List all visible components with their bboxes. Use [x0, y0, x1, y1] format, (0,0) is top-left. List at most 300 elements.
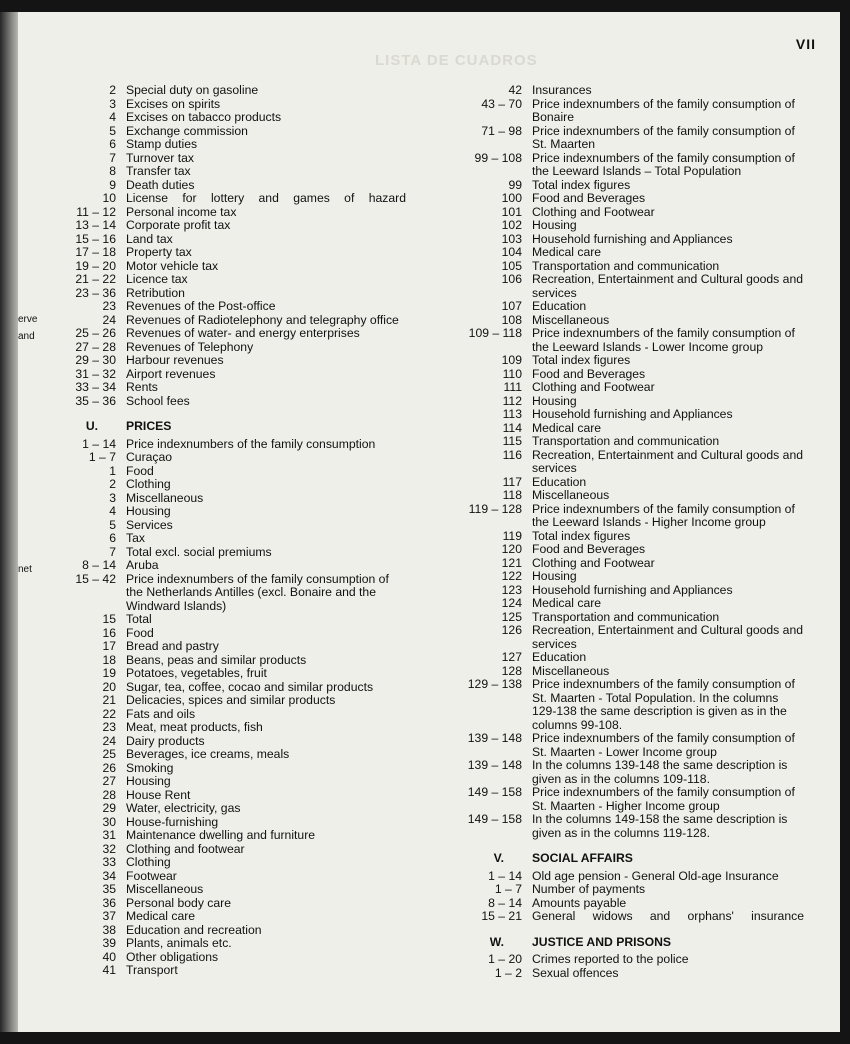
- entry-number: 17: [102, 639, 116, 653]
- entry-number: 114: [502, 420, 522, 435]
- entry-number: 111: [503, 380, 522, 394]
- entry-number: 106: [501, 272, 522, 286]
- entry-number: 108: [501, 312, 522, 327]
- entry-number: 1 – 2: [494, 965, 522, 980]
- entry-title: Personal income tax: [126, 204, 237, 219]
- table-entry: [501, 555, 804, 571]
- entry-title: Household furnishing and Appliances: [532, 407, 733, 421]
- entry-title: Miscellaneous: [532, 663, 610, 678]
- table-entry: [75, 366, 406, 382]
- table-entry: [501, 582, 804, 598]
- entry-number: 1: [109, 463, 116, 478]
- entry-number: 104: [501, 245, 522, 259]
- table-entry: [501, 312, 804, 328]
- table-entry: [501, 272, 804, 300]
- table-entry: [501, 623, 804, 651]
- table-entry: [102, 922, 406, 938]
- table-entry: [102, 801, 406, 816]
- entry-number: 112: [502, 393, 522, 408]
- entry-number: 3: [109, 490, 116, 505]
- table-entry: [502, 420, 804, 436]
- entry-number: 102: [501, 218, 522, 232]
- table-entry: [75, 258, 406, 274]
- entry-number: V.: [493, 851, 504, 865]
- table-entry: [102, 855, 406, 870]
- entry-number: 35 – 36: [75, 393, 116, 408]
- table-entry: [467, 785, 804, 813]
- entry-number: 103: [501, 231, 522, 246]
- table-entry: [102, 706, 406, 722]
- table-entry: [75, 326, 406, 341]
- entry-title: Number of payments: [532, 882, 646, 896]
- entry-number: 29: [102, 801, 116, 815]
- entry-number: 24: [102, 312, 116, 327]
- entry-title: Old age pension - General Old-age Insurance: [532, 868, 779, 883]
- entry-title: Price indexnumbers of the family consumption of St. Maarten - Lower Income group: [532, 731, 795, 759]
- table-entry: [102, 949, 406, 965]
- entry-number: 101: [501, 204, 522, 219]
- entry-number: 8 – 14: [82, 558, 116, 572]
- entry-title: PRICES: [126, 419, 172, 433]
- entry-number: 15 – 21: [481, 909, 522, 923]
- table-entry: [75, 353, 406, 368]
- entry-title: Turnover tax: [126, 150, 194, 165]
- entry-number: 29 – 30: [75, 353, 116, 367]
- entry-number: 33 – 34: [75, 380, 116, 394]
- table-entry: [109, 83, 406, 98]
- entry-title: Household furnishing and Appliances: [532, 231, 733, 246]
- table-entry: [494, 965, 804, 981]
- entry-number: 119: [502, 528, 522, 543]
- entry-title: Transport: [126, 963, 178, 977]
- entry-title: Potatoes, vegetables, fruit: [126, 666, 267, 680]
- entry-title: Other obligations: [126, 949, 219, 964]
- table-entry: [75, 218, 406, 233]
- entry-number: 5: [109, 517, 116, 532]
- entry-title: Tax: [126, 531, 145, 545]
- entry-title: Sugar, tea, coffee, cocao and similar products: [126, 679, 374, 694]
- entry-number: 110: [502, 366, 522, 381]
- table-entry: [102, 625, 406, 641]
- margin-fragment: and: [18, 331, 35, 342]
- entry-number: 1 – 7: [494, 882, 522, 896]
- table-entry: [75, 231, 406, 247]
- section-heading: [493, 851, 804, 866]
- entry-number: 34: [102, 868, 116, 883]
- table-entry: [508, 83, 804, 98]
- table-entry: [109, 164, 406, 179]
- table-entry: [501, 596, 804, 611]
- entry-number: 15: [102, 612, 116, 626]
- entry-title: Food and Beverages: [532, 366, 646, 381]
- entry-title: Price indexnumbers of the family consumption of St. Maarten: [532, 123, 795, 151]
- entry-title: Price indexnumbers of the family consumption of Bonaire: [532, 96, 795, 124]
- entry-number: 23: [102, 299, 116, 313]
- entry-number: 38: [102, 922, 116, 937]
- entry-number: 15 – 42: [75, 571, 116, 586]
- entry-number: 37: [102, 909, 116, 923]
- entry-number: 27 – 28: [75, 339, 116, 354]
- entry-title: Maintenance dwelling and furniture: [126, 828, 316, 842]
- table-entry: [468, 326, 804, 354]
- table-entry: [467, 677, 804, 732]
- table-entry: [502, 488, 804, 503]
- entry-title: Recreation, Entertainment and Cultural goods and services: [532, 623, 803, 651]
- entry-number: 109 – 118: [468, 326, 522, 340]
- entry-number: 8: [109, 164, 116, 178]
- entry-title: Plants, animals etc.: [126, 936, 232, 950]
- entry-title: Recreation, Entertainment and Cultural goods and services: [532, 272, 803, 300]
- table-entry: [488, 895, 804, 911]
- entry-title: Delicacies, spices and similar products: [126, 693, 336, 707]
- page-number: VII: [795, 36, 816, 52]
- entry-title: Housing: [532, 393, 577, 408]
- table-entry: [501, 258, 804, 274]
- entry-title: Medical care: [532, 420, 602, 435]
- table-entry: [501, 542, 804, 557]
- entry-number: W.: [489, 934, 504, 949]
- entry-number: 117: [502, 474, 522, 489]
- entry-title: In the columns 149-158 the same description is given as in the columns 119-128.: [532, 812, 788, 840]
- entry-title: Education: [532, 299, 587, 313]
- entry-number: 23 – 36: [75, 285, 116, 300]
- entry-number: 8 – 14: [488, 895, 522, 910]
- entry-number: 21 – 22: [75, 272, 116, 286]
- entry-number: 25 – 26: [75, 326, 116, 340]
- entry-title: Land tax: [126, 231, 173, 246]
- table-entry: [102, 612, 406, 627]
- entry-number: 7: [109, 150, 116, 165]
- entry-number: 43 – 70: [481, 96, 522, 111]
- table-entry: [502, 528, 804, 544]
- table-entry: [501, 299, 804, 314]
- table-entry: [474, 150, 804, 179]
- entry-number: 105: [501, 258, 522, 273]
- entry-number: 33: [102, 855, 116, 869]
- entry-title: License for lottery and games of hazard: [126, 191, 406, 205]
- entry-title: Price indexnumbers of the family consumption of St. Maarten - Total Population. In the columns 129-138 the same description is given as in the columns 99-108.: [532, 677, 795, 732]
- table-entry: [502, 434, 804, 449]
- entry-number: 9: [109, 177, 116, 192]
- table-entry: [502, 407, 804, 422]
- entry-title: Stamp duties: [126, 137, 198, 151]
- table-entry: [75, 571, 406, 614]
- entry-number: 23: [102, 720, 116, 734]
- entry-title: House Rent: [126, 787, 191, 802]
- table-entry: [501, 231, 804, 247]
- entry-number: 3: [109, 96, 116, 111]
- table-entry: [102, 868, 406, 884]
- entry-number: 124: [501, 596, 522, 610]
- entry-title: Total index figures: [532, 528, 631, 543]
- entry-number: 19 – 20: [75, 258, 116, 273]
- table-entry: [467, 758, 804, 786]
- entry-title: Miscellaneous: [532, 312, 610, 327]
- entry-number: 71 – 98: [481, 123, 522, 138]
- entry-title: Clothing and Footwear: [532, 555, 655, 570]
- entry-title: Licence tax: [126, 272, 188, 286]
- entry-title: Water, electricity, gas: [126, 801, 241, 815]
- bleed-through-heading: LISTA DE CUADROS: [375, 52, 538, 69]
- entry-title: Miscellaneous: [126, 882, 204, 896]
- entry-number: 22: [102, 706, 116, 721]
- entry-title: JUSTICE AND PRISONS: [532, 934, 672, 949]
- entry-title: Medical care: [532, 245, 602, 259]
- table-entry: [109, 463, 406, 479]
- entry-number: 115: [502, 434, 522, 448]
- table-entry: [102, 909, 406, 924]
- table-entry: [109, 490, 406, 506]
- table-entry: [109, 531, 406, 546]
- entry-number: 18: [102, 652, 116, 667]
- entry-number: 5: [109, 123, 116, 138]
- entry-title: Footwear: [126, 868, 177, 883]
- entry-number: 122: [501, 569, 522, 583]
- entry-title: Harbour revenues: [126, 353, 224, 367]
- entry-title: Transportation and communication: [532, 609, 720, 624]
- entry-title: Food and Beverages: [532, 191, 646, 205]
- table-entry: [501, 650, 804, 665]
- entry-title: Total index figures: [532, 353, 631, 367]
- entry-number: 40: [102, 949, 116, 964]
- entry-title: Household furnishing and Appliances: [532, 582, 733, 597]
- table-entry: [88, 450, 406, 465]
- entry-title: Motor vehicle tax: [126, 258, 219, 273]
- table-entry: [82, 558, 406, 573]
- entry-title: Crimes reported to the police: [532, 952, 689, 966]
- table-entry: [481, 123, 804, 152]
- entry-number: 13 – 14: [75, 218, 116, 232]
- table-entry: [502, 447, 804, 476]
- entry-number: 139 – 148: [467, 758, 522, 772]
- entry-title: School fees: [126, 393, 190, 408]
- entry-title: Food: [126, 463, 154, 478]
- table-entry: [76, 204, 406, 220]
- entry-number: 20: [102, 679, 116, 694]
- entry-number: 27: [102, 774, 116, 788]
- table-entry: [75, 272, 406, 287]
- margin-fragment: erve: [18, 314, 38, 325]
- entry-title: Airport revenues: [126, 366, 216, 381]
- entry-title: Beans, peas and similar products: [126, 652, 307, 667]
- entry-title: SOCIAL AFFAIRS: [532, 851, 633, 865]
- entry-title: Medical care: [126, 909, 196, 923]
- section-heading: [489, 934, 804, 950]
- entry-title: Price indexnumbers of the family consumption of the Leeward Islands – Total Population: [532, 150, 795, 178]
- entry-title: Retribution: [126, 285, 185, 300]
- entry-number: 99 – 108: [474, 150, 522, 165]
- entry-title: Death duties: [126, 177, 195, 192]
- table-entry: [494, 882, 804, 897]
- entry-number: 26: [102, 760, 116, 775]
- entry-number: 128: [501, 663, 522, 678]
- entry-title: Total index figures: [532, 177, 631, 192]
- table-entry: [488, 868, 804, 884]
- entry-title: Excises on spirits: [126, 96, 221, 111]
- table-entry: [501, 353, 804, 368]
- entry-title: Exchange commission: [126, 123, 248, 138]
- entry-number: 7: [109, 544, 116, 559]
- entry-title: Total: [126, 612, 152, 626]
- entry-number: 11 – 12: [76, 204, 116, 219]
- entry-title: Dairy products: [126, 733, 205, 748]
- entry-title: Housing: [126, 774, 171, 788]
- entry-number: 32: [102, 841, 116, 856]
- entry-number: 15 – 16: [75, 231, 116, 246]
- entry-number: 109: [501, 353, 522, 367]
- entry-title: Price indexnumbers of the family consumption of the Netherlands Antilles (excl. Bonaire and the Windward Islands): [126, 571, 389, 613]
- table-entry: [467, 812, 804, 840]
- table-entry: [102, 652, 406, 668]
- section-heading: [85, 419, 406, 434]
- entry-number: 2: [109, 477, 116, 491]
- table-entry: [102, 787, 406, 803]
- table-entry: [109, 177, 406, 193]
- entry-title: Education and recreation: [126, 922, 262, 937]
- entry-title: Education: [532, 650, 587, 664]
- table-entry: [102, 882, 406, 897]
- table-entry: [481, 909, 804, 924]
- entry-title: Transportation and communication: [532, 258, 720, 273]
- entry-title: Sexual offences: [532, 965, 619, 980]
- table-entry: [467, 731, 804, 759]
- entry-number: 127: [501, 650, 522, 664]
- entry-number: 107: [501, 299, 522, 313]
- entry-number: 149 – 158: [467, 812, 522, 826]
- entry-number: 121: [501, 555, 522, 570]
- entry-title: Revenues of water- and energy enterprises: [126, 326, 360, 340]
- entry-title: House-furnishing: [126, 814, 219, 829]
- entry-number: 24: [102, 733, 116, 748]
- table-entry: [503, 380, 804, 395]
- entry-title: Smoking: [126, 760, 174, 775]
- entry-title: Insurances: [532, 83, 592, 97]
- table-entry: [102, 720, 406, 735]
- entry-number: 2: [109, 83, 116, 97]
- table-entry: [102, 299, 406, 314]
- entry-title: Revenues of Telephony: [126, 339, 254, 354]
- table-entry: [502, 474, 804, 490]
- table-entry: [102, 936, 406, 951]
- table-entry: [501, 204, 804, 220]
- entry-number: 28: [102, 787, 116, 802]
- entry-title: Meat, meat products, fish: [126, 720, 263, 734]
- entry-title: Price indexnumbers of the family consumption: [126, 436, 376, 451]
- table-entry: [508, 177, 804, 193]
- entry-number: 6: [109, 531, 116, 545]
- table-entry: [501, 609, 804, 625]
- table-entry: [501, 569, 804, 584]
- entry-number: 21: [102, 693, 116, 707]
- entry-title: Transfer tax: [126, 164, 191, 178]
- entry-title: Transportation and communication: [532, 434, 720, 448]
- entry-number: 120: [501, 542, 522, 556]
- entry-title: Recreation, Entertainment and Cultural goods and services: [532, 447, 803, 475]
- entry-number: 35: [102, 882, 116, 896]
- entry-number: 1 – 14: [82, 436, 116, 451]
- table-entry: [109, 504, 406, 519]
- entry-title: Price indexnumbers of the family consumption of the Leeward Islands - Higher Income group: [532, 501, 795, 529]
- entry-title: Clothing and Footwear: [532, 380, 655, 394]
- entry-number: 6: [109, 137, 116, 151]
- table-entry: [102, 733, 406, 749]
- entry-number: 17 – 18: [75, 245, 116, 259]
- entry-number: 25: [102, 747, 116, 761]
- entry-number: 116: [502, 447, 522, 462]
- table-entry: [102, 814, 406, 830]
- table-entry: [102, 639, 406, 654]
- entry-title: Aruba: [126, 558, 159, 572]
- table-entry: [75, 393, 406, 409]
- entry-number: 139 – 148: [467, 731, 522, 745]
- table-entry: [501, 663, 804, 679]
- table-entry: [102, 747, 406, 762]
- table-entry: [488, 952, 804, 967]
- entry-number: 36: [102, 895, 116, 910]
- table-entry: [102, 760, 406, 776]
- document-page: [18, 12, 840, 1032]
- entry-number: 19: [102, 666, 116, 680]
- entry-title: In the columns 139-148 the same description is given as in the columns 109-118.: [532, 758, 788, 786]
- entry-number: 30: [102, 814, 116, 829]
- entry-title: Housing: [532, 569, 577, 583]
- table-entry: [109, 96, 406, 112]
- table-entry: [109, 477, 406, 492]
- entry-title: Price indexnumbers of the family consumption of St. Maarten - Higher Income group: [532, 785, 795, 813]
- entry-title: Education: [532, 474, 587, 489]
- entry-number: 129 – 138: [467, 677, 522, 691]
- left-column: [75, 83, 406, 978]
- entry-title: Curaçao: [126, 450, 173, 464]
- table-entry: [102, 693, 406, 708]
- entry-title: Housing: [126, 504, 171, 518]
- entry-title: Clothing: [126, 477, 171, 491]
- entry-number: U.: [85, 419, 98, 433]
- entry-number: 31 – 32: [75, 366, 116, 381]
- table-entry: [82, 436, 406, 452]
- table-entry: [75, 380, 406, 395]
- entry-title: Corporate profit tax: [126, 218, 231, 232]
- margin-fragment: net: [18, 564, 32, 575]
- entry-title: Rents: [126, 380, 158, 394]
- table-entry: [501, 218, 804, 233]
- table-entry: [75, 339, 406, 355]
- table-entry: [102, 312, 406, 328]
- entry-title: Special duty on gasoline: [126, 83, 259, 97]
- entry-number: 41: [102, 963, 116, 977]
- entry-title: General widows and orphans' insurance: [532, 909, 804, 923]
- entry-number: 42: [508, 83, 522, 97]
- table-entry: [102, 666, 406, 681]
- entry-title: Property tax: [126, 245, 192, 259]
- table-entry: [109, 150, 406, 166]
- table-entry: [102, 963, 406, 978]
- entry-title: Amounts payable: [532, 895, 627, 910]
- entry-title: Total excl. social premiums: [126, 544, 272, 559]
- entry-title: Clothing: [126, 855, 171, 869]
- entry-title: Revenues of Radiotelephony and telegraphy office: [126, 312, 399, 327]
- entry-number: 119 – 128: [468, 501, 522, 516]
- table-entry: [102, 774, 406, 789]
- table-entry: [109, 517, 406, 533]
- entry-title: Fats and oils: [126, 706, 196, 721]
- table-entry: [75, 245, 406, 260]
- entry-title: Price indexnumbers of the family consumption of the Leeward Islands - Lower Income group: [532, 326, 795, 354]
- entry-number: 4: [109, 110, 116, 124]
- entry-number: 10: [102, 191, 116, 205]
- table-entry: [481, 96, 804, 125]
- table-entry: [109, 123, 406, 139]
